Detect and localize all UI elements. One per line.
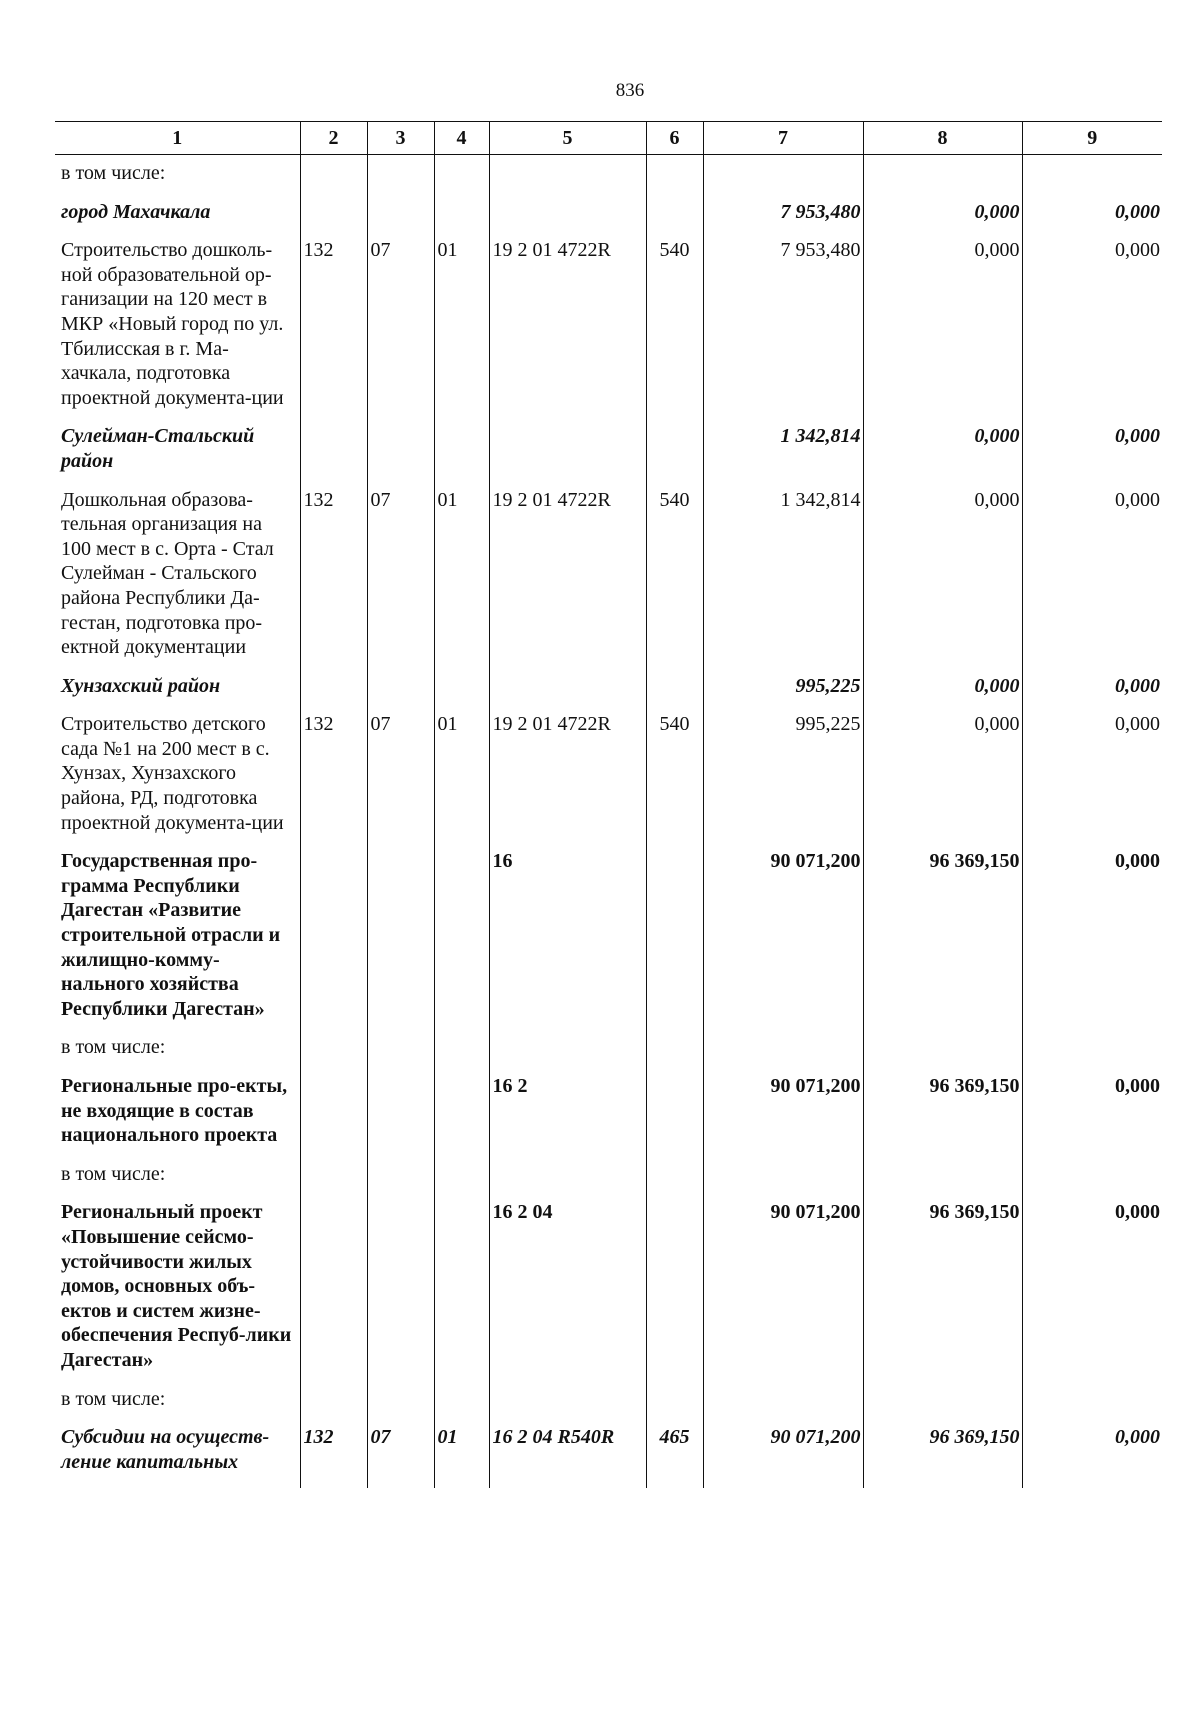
cell-2: 132 [300,238,367,424]
table-row [55,200,1162,239]
row-name: Субсидии на осуществ-ление капитальных [61,1426,270,1473]
row-name: Сулейман-Стальский район [61,425,255,472]
cell-4 [434,674,489,713]
cell-2 [300,1035,367,1074]
column-header: 1 [55,122,300,155]
page-number: 836 [615,80,645,101]
cell-8: 96 369,150 [863,1425,1022,1488]
cell-6: 540 [646,712,703,849]
cell-6 [646,674,703,713]
column-header: 5 [489,122,646,155]
cell-4: 01 [434,238,489,424]
cell-9: 0,000 [1022,712,1162,849]
cell-9: 0,000 [1022,674,1162,713]
table-row [55,1074,1162,1162]
row-name: город Махачкала [61,200,211,223]
table-row [55,424,1162,487]
cell-7: 90 071,200 [703,849,863,1035]
cell-3 [367,1387,434,1426]
cell-7 [703,155,863,200]
cell-7: 90 071,200 [703,1200,863,1386]
table-row [55,1425,1162,1488]
table-row [55,674,1162,713]
cell-2 [300,674,367,713]
cell-7: 1 342,814 [703,424,863,487]
cell-5: 19 2 01 4722R [489,712,646,849]
cell-6 [646,1387,703,1426]
cell-5: 16 [489,849,646,1035]
cell-5: 19 2 01 4722R [489,238,646,424]
cell-4: 01 [434,712,489,849]
cell-2 [300,1200,367,1386]
cell-4 [434,1074,489,1162]
cell-3 [367,1162,434,1201]
cell-3 [367,1074,434,1162]
cell-2 [300,1074,367,1162]
cell-4 [434,155,489,200]
column-header: 8 [863,122,1022,155]
cell-5: 16 2 04 [489,1200,646,1386]
cell-5 [489,424,646,487]
cell-6 [646,424,703,487]
cell-7: 90 071,200 [703,1074,863,1162]
cell-7: 995,225 [703,712,863,849]
cell-9: 0,000 [1022,1425,1162,1488]
cell-9: 0,000 [1022,1074,1162,1162]
table-row [55,488,1162,674]
cell-8: 0,000 [863,712,1022,849]
cell-8: 0,000 [863,488,1022,674]
cell-2 [300,155,367,200]
cell-5 [489,1387,646,1426]
cell-7 [703,1035,863,1074]
cell-7: 1 342,814 [703,488,863,674]
cell-3 [367,155,434,200]
cell-6 [646,849,703,1035]
cell-3 [367,674,434,713]
cell-2 [300,424,367,487]
table-row [55,1162,1162,1201]
row-name: Региональный проект «Повышение сейсмо-устойчивости жилых домов, основных объ-ектов и систем жизне-обеспечения Респуб-лики Дагестан» [61,1201,292,1371]
cell-2: 132 [300,1425,367,1488]
cell-7: 7 953,480 [703,200,863,239]
cell-9 [1022,155,1162,200]
cell-6: 465 [646,1425,703,1488]
cell-8: 0,000 [863,674,1022,713]
column-header: 6 [646,122,703,155]
cell-8 [863,1035,1022,1074]
cell-9 [1022,1387,1162,1426]
cell-7: 90 071,200 [703,1425,863,1488]
cell-8: 96 369,150 [863,1074,1022,1162]
cell-3 [367,1200,434,1386]
cell-2 [300,1162,367,1201]
cell-4 [434,424,489,487]
row-name: Государственная про-грамма Республики Дагестан «Развитие строительной отрасли и жилищно-комму-нального хозяйства Республики Дагестан» [61,850,281,1020]
cell-2 [300,1387,367,1426]
cell-4 [434,849,489,1035]
column-header: 3 [367,122,434,155]
cell-9: 0,000 [1022,1200,1162,1386]
cell-4: 01 [434,1425,489,1488]
row-name: в том числе: [61,1387,166,1410]
row-name: в том числе: [61,1036,166,1059]
cell-8: 0,000 [863,238,1022,424]
cell-6: 540 [646,488,703,674]
cell-9: 0,000 [1022,488,1162,674]
cell-6 [646,1200,703,1386]
cell-8: 96 369,150 [863,849,1022,1035]
cell-2 [300,849,367,1035]
table-row [55,712,1162,849]
cell-3: 07 [367,712,434,849]
cell-8 [863,1162,1022,1201]
cell-3: 07 [367,238,434,424]
cell-5 [489,1035,646,1074]
table-row [55,155,1162,200]
column-header: 7 [703,122,863,155]
table-row [55,849,1162,1035]
column-header: 2 [300,122,367,155]
cell-5: 16 2 04 R540R [489,1425,646,1488]
column-header: 4 [434,122,489,155]
cell-7: 7 953,480 [703,238,863,424]
row-name: в том числе: [61,1162,166,1185]
cell-8 [863,1387,1022,1426]
cell-4 [434,1035,489,1074]
table-row [55,1200,1162,1386]
cell-2 [300,200,367,239]
cell-3: 07 [367,488,434,674]
table-row [55,238,1162,424]
cell-7: 995,225 [703,674,863,713]
cell-8 [863,155,1022,200]
cell-4: 01 [434,488,489,674]
budget-table [55,121,1162,1488]
row-name: Региональные про-екты, не входящие в состав национального проекта [61,1075,288,1147]
cell-5 [489,155,646,200]
row-name: Дошкольная образова-тельная организация на 100 мест в с. Орта - Стал Сулейман - Стальского района Республики Да-гестан, подготовка про-ектной документации [61,488,274,659]
cell-6 [646,1035,703,1074]
cell-5: 16 2 [489,1074,646,1162]
cell-4 [434,1162,489,1201]
cell-9: 0,000 [1022,238,1162,424]
table-row [55,1387,1162,1426]
cell-3: 07 [367,1425,434,1488]
cell-4 [434,1200,489,1386]
cell-6 [646,1162,703,1201]
cell-5 [489,674,646,713]
cell-4 [434,1387,489,1426]
row-name: Строительство дошколь-ной образовательной ор-ганизации на 120 мест в МКР «Новый город по ул. Тбилисская в г. Ма-хачкала, подготовка проектной документа-ции [61,239,284,409]
cell-8: 96 369,150 [863,1200,1022,1386]
cell-7 [703,1387,863,1426]
column-header: 9 [1022,122,1162,155]
row-name: в том числе: [61,162,166,184]
table-row [55,1035,1162,1074]
cell-8: 0,000 [863,424,1022,487]
cell-2: 132 [300,712,367,849]
header-row [55,122,1162,155]
cell-3 [367,849,434,1035]
cell-9: 0,000 [1022,424,1162,487]
row-name: Строительство детского сада №1 на 200 мест в с. Хунзах, Хунзахского района, РД, подготовка проектной документа-ции [61,713,284,834]
cell-9: 0,000 [1022,849,1162,1035]
cell-5 [489,200,646,239]
cell-9 [1022,1162,1162,1201]
cell-7 [703,1162,863,1201]
cell-8: 0,000 [863,200,1022,239]
cell-6 [646,155,703,200]
cell-5: 19 2 01 4722R [489,488,646,674]
cell-9: 0,000 [1022,200,1162,239]
cell-5 [489,1162,646,1201]
cell-2: 132 [300,488,367,674]
cell-3 [367,1035,434,1074]
cell-9 [1022,1035,1162,1074]
cell-6 [646,1074,703,1162]
row-name: Хунзахский район [61,674,221,697]
cell-6 [646,200,703,239]
cell-3 [367,200,434,239]
table-body [55,155,1162,1489]
cell-4 [434,200,489,239]
cell-6: 540 [646,238,703,424]
cell-3 [367,424,434,487]
